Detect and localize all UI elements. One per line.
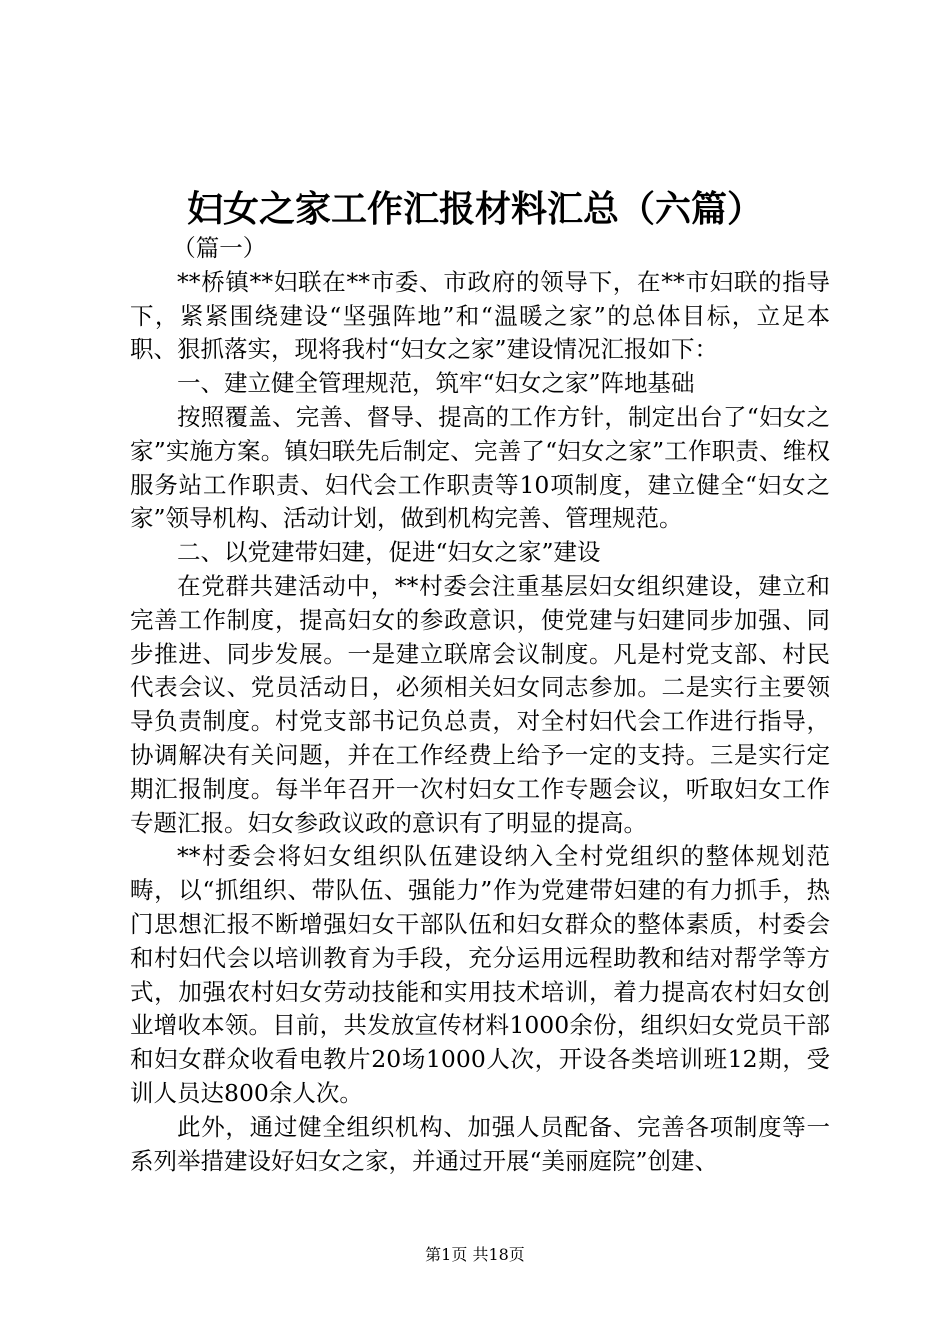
paragraph-section-2b: **村委会将妇女组织队伍建设纳入全村党组织的整体规划范畴，以“抓组织、带队伍、强能力”作为党建带妇建的有力抓手，热门思想汇报不断增强妇女干部队伍和妇女群众的整体素质，村委会和村妇代会以培训教育为手段，充分运用远程助教和结对帮学等方式，加强农村妇女劳动技能和实用技术培训，着力提高农村妇女创业增收本领。目前，共发放宣传材料1000余份，组织妇女党员干部和妇女群众收看电教片20场1000人次，开设各类培训班12期，受训人员达800余人次。 <box>130 842 830 1107</box>
document-title: 妇女之家工作汇报材料汇总（六篇） <box>186 188 763 230</box>
paragraph-section-2a: 在党群共建活动中，**村委会注重基层妇女组织建设，建立和完善工作制度，提高妇女的参政意识，使党建与妇建同步加强、同步推进、同步发展。一是建立联席会议制度。凡是村党支部、村民代表会议、党员活动日，必须相关妇女同志参加。二是实行主要领导负责制度。村党支部书记负总责，对全村妇代会工作进行指导，协调解决有关问题，并在工作经费上给予一定的支持。三是实行定期汇报制度。每半年召开一次村妇女工作专题会议，听取妇女工作专题汇报。妇女参政议政的意识有了明显的提高。 <box>130 571 830 837</box>
section-heading-2: 二、以党建带妇建，促进“妇女之家”建设 <box>177 538 601 567</box>
section-heading-1: 一、建立健全管理规范，筑牢“妇女之家”阵地基础 <box>177 369 695 398</box>
document-body <box>130 232 830 1178</box>
page-footer: 第1页 共18页 <box>425 1245 525 1264</box>
paragraph-section-1: 按照覆盖、完善、督导、提高的工作方针，制定出台了“妇女之家”实施方案。镇妇联先后制定、完善了“妇女之家”工作职责、维权服务站工作职责、妇代会工作职责等10项制度，建立健全“妇女之家”领导机构、活动计划，做到机构完善、管理规范。 <box>130 402 830 533</box>
paragraph-intro: **桥镇**妇联在**市委、市政府的领导下，在**市妇联的指导下，紧紧围绕建设“坚强阵地”和“温暖之家”的总体目标，立足本职、狠抓落实，现将我村“妇女之家”建设情况汇报如下： <box>130 267 830 364</box>
part-label: （篇一） <box>172 234 267 262</box>
paragraph-section-2c: 此外，通过健全组织机构、加强人员配备、完善各项制度等一系列举措建设好妇女之家，并通过开展“美丽庭院”创建、 <box>130 1112 830 1175</box>
